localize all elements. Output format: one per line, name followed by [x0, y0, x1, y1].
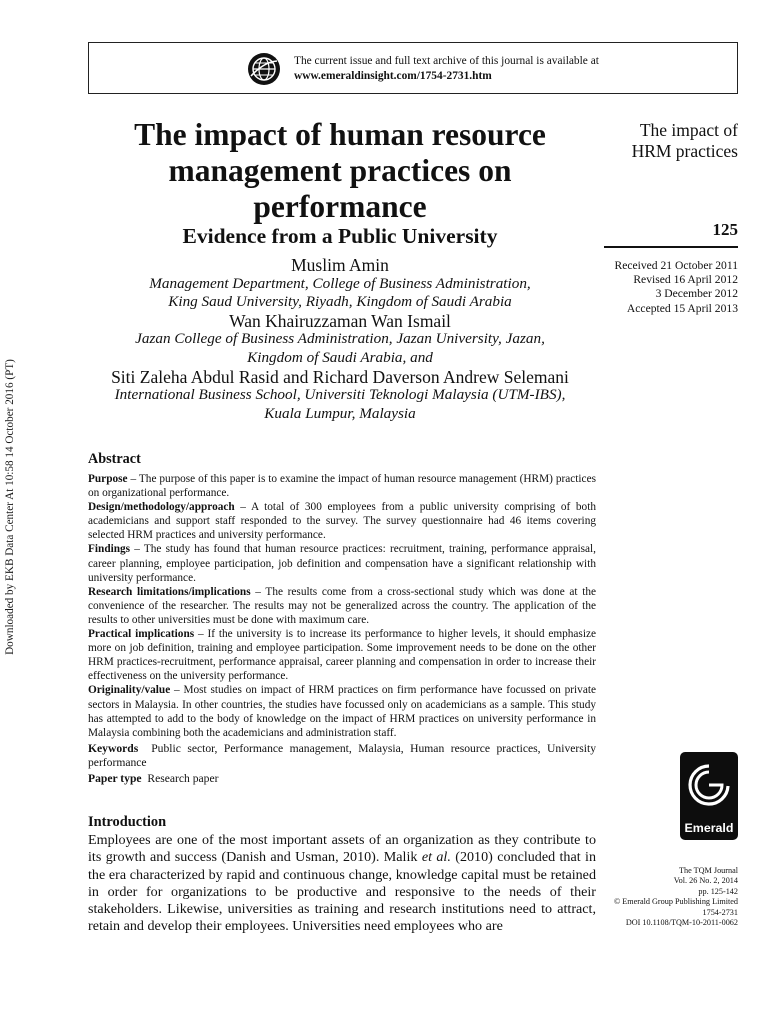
intro-text: Employees are one of the most important assets of an organization as they contribute to its growth and success (Danish and Usman, 2010). Malik [88, 832, 596, 866]
keywords-label: Keywords [88, 741, 139, 755]
abstract-section [88, 451, 596, 786]
author-name: Siti Zaleha Abdul Rasid and Richard Daverson Andrew Selemani [111, 366, 569, 387]
abstract-text: – The results come from a cross-sectional study which was done at the convenience of the researcher. The results may not be generalized across the country. The application of the results to other universities must be done with maximum care. [88, 585, 597, 626]
running-title-line: The impact of [639, 120, 738, 140]
date-accepted: Accepted 15 April 2013 [626, 301, 738, 315]
abstract-paragraph [88, 627, 596, 683]
abstract-text: – The purpose of this paper is to examine the impact of human resource management (HRM) practices on organizational performance. [88, 473, 596, 500]
margin-divider [604, 246, 738, 248]
journal-issn: 1754-2731 [702, 907, 738, 917]
author-affiliation: Management Department, College of Business Administration, [149, 274, 531, 292]
abstract-label: Research limitations/implications [88, 585, 251, 598]
running-title [604, 120, 738, 162]
introduction-heading: Introduction [88, 814, 167, 830]
download-stamp: Downloaded by EKB Data Center At 10:58 14 October 2016 (PT) [4, 359, 16, 655]
author-affiliation: International Business School, Universiti Teknologi Malaysia (UTM-IBS), [114, 386, 566, 404]
abstract-label: Practical implications [88, 628, 195, 641]
paper-title: The impact of human resource management practices on performance [134, 117, 546, 224]
paper-type-text: Research paper [147, 771, 219, 785]
abstract-text: – A total of 300 employees from a public university comprising of both academicians and support staff responded to the survey. The survey questionnaire had 46 items covering selected HRM practices and university performance. [88, 501, 596, 542]
journal-header-box [88, 42, 738, 94]
author-affiliation: King Saud University, Riyadh, Kingdom of Saudi Arabia [168, 293, 512, 311]
abstract-heading: Abstract [88, 451, 141, 467]
keywords [88, 742, 596, 770]
journal-citation [600, 866, 738, 928]
abstract-paragraph [88, 683, 596, 739]
author-affiliation: Kuala Lumpur, Malaysia [264, 404, 416, 422]
journal-doi: DOI 10.1108/TQM-10-2011-0062 [625, 918, 738, 928]
running-title-line: HRM practices [631, 141, 738, 161]
abstract-paragraph [88, 500, 596, 542]
abstract-text: – Most studies on impact of HRM practices on firm performance have focussed on private sectors in Malaysia. In other countries, the studies have focussed only on academicians as a sample. This study has attempted to add to the body of knowledge on the impact of HRM practices on university performance in Malaysia combining both the academicians and administration staff. [88, 684, 596, 739]
archive-url-link[interactable]: www.emeraldinsight.com/1754-2731.htm [294, 70, 492, 82]
intro-text: (2010) concluded that in the era characterized by rapid and continuous change, knowledge capital must be retained in order for organizations to be productive and responsive to the needs of their stakeholders. Likewise, universities as training and research institutions need to attract, retain and develop their employees. Universities need employees who are [88, 849, 597, 935]
paper-subtitle: Evidence from a Public University [182, 224, 498, 248]
archive-notice: The current issue and full text archive of this journal is available at [294, 55, 599, 67]
date-revised: 3 December 2012 [655, 287, 738, 301]
abstract-label: Purpose [88, 473, 128, 485]
emerald-logo-word: Emerald [684, 821, 734, 835]
submission-dates [604, 259, 738, 316]
journal-copyright: © Emerald Group Publishing Limited [613, 897, 738, 907]
author-affiliation: Jazan College of Business Administration, Jazan University, Jazan, [135, 330, 545, 348]
abstract-text: – The study has found that human resource practices: recruitment, training, performance appraisal, career planning, employee participation, job definition and compensation have a significant relationship with university performance. [88, 543, 596, 584]
paper-type [88, 772, 596, 786]
abstract-label: Design/methodology/approach [88, 501, 235, 514]
journal-volume: Vol. 26 No. 2, 2014 [673, 876, 738, 886]
emerald-logo-icon [680, 756, 738, 820]
abstract-label: Findings [88, 543, 131, 556]
author-name: Muslim Amin [291, 255, 389, 275]
intro-etal: et al. [421, 849, 451, 866]
author-block [88, 256, 592, 423]
journal-pages: pp. 125-142 [698, 886, 738, 896]
date-revised: Revised 16 April 2012 [633, 273, 738, 287]
abstract-text: – If the university is to increase its performance to higher levels, it should emphasize more on job definition, training and employee participation. Some improvement needs to be done on the other HRM practices-recruitment, performance appraisal, career planning and compensation in order to increase their effectiveness on the university performance. [88, 628, 597, 683]
author-affiliation: Kingdom of Saudi Arabia, and [247, 348, 433, 366]
introduction-section [88, 814, 596, 936]
author-name: Wan Khairuzzaman Wan Ismail [229, 310, 451, 331]
journal-name: The TQM Journal [679, 866, 738, 875]
paper-type-label: Paper type [88, 771, 142, 785]
abstract-label: Originality/value [88, 684, 171, 697]
globe-icon [247, 52, 281, 86]
abstract-paragraph [88, 472, 596, 500]
abstract-paragraph [88, 542, 596, 584]
emerald-logo [680, 752, 738, 840]
keywords-text: Public sector, Performance management, Malaysia, Human resource practices, University performance [88, 741, 596, 769]
page-number: 125 [712, 220, 738, 239]
date-received: Received 21 October 2011 [614, 259, 738, 272]
introduction-paragraph [88, 832, 596, 936]
header-text [294, 54, 599, 84]
abstract-paragraph [88, 585, 596, 627]
